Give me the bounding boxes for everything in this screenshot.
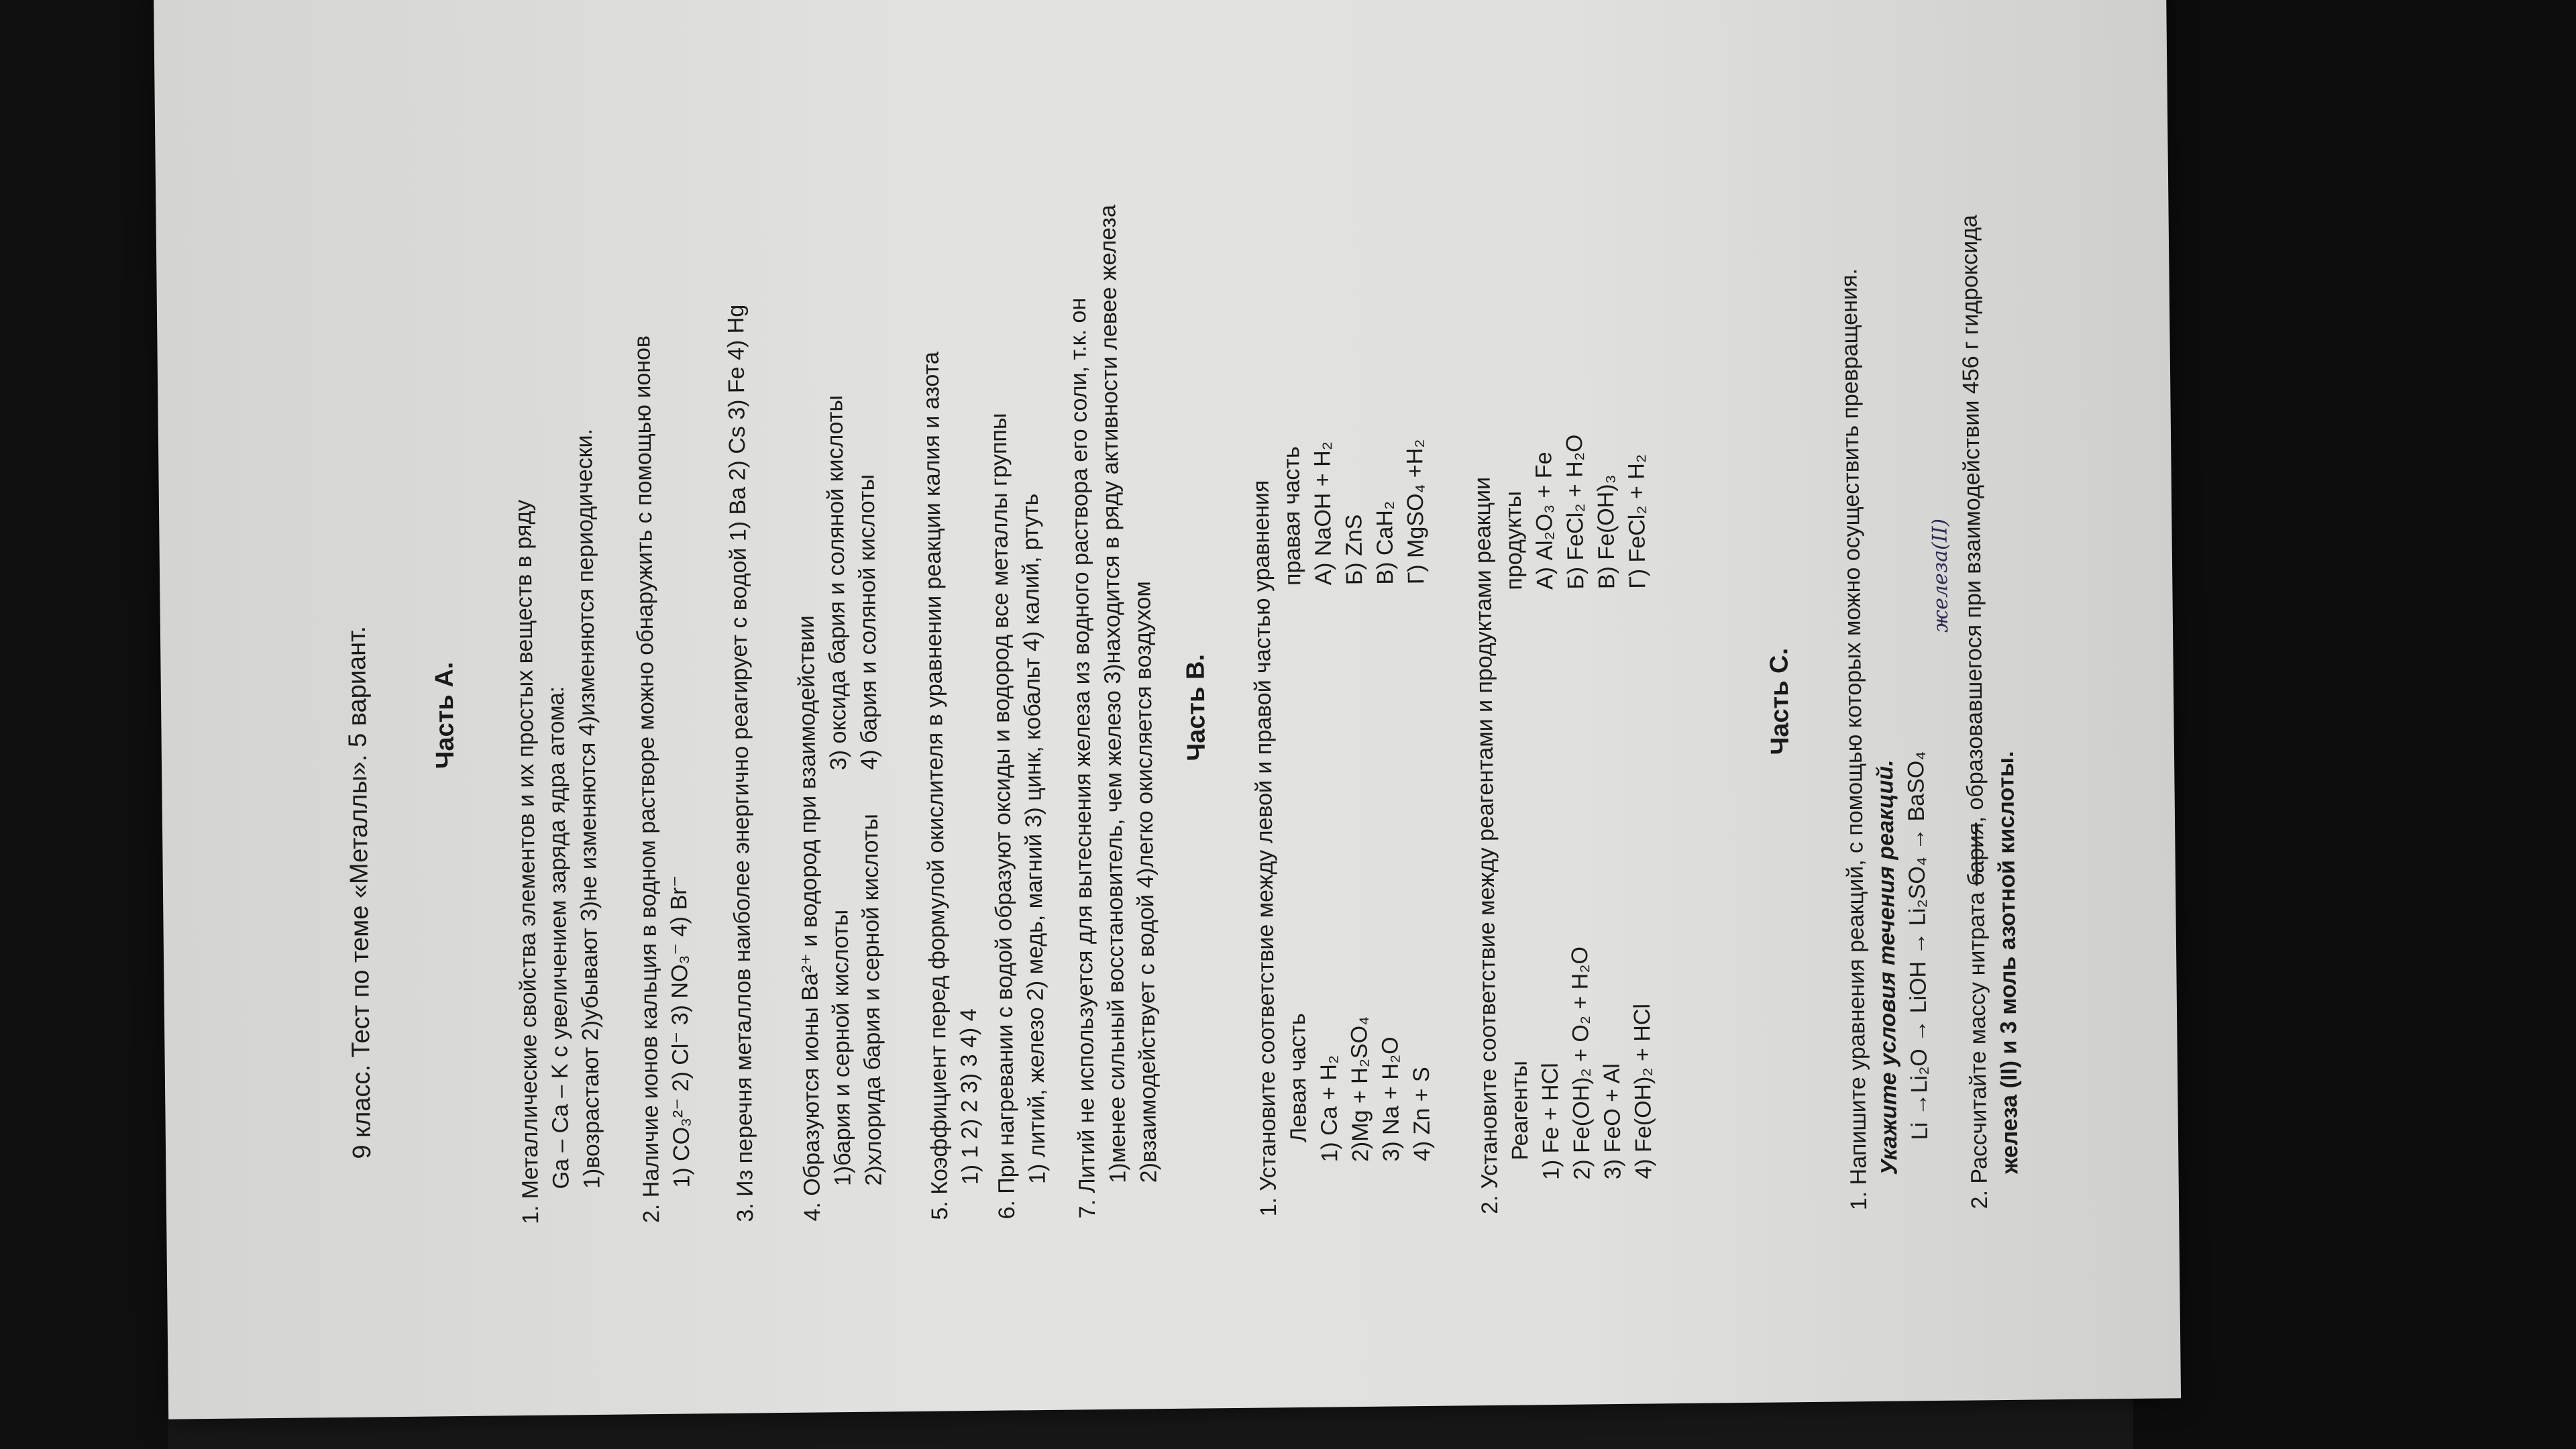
- question-b1-text: 1. Установите соответствие между левой и правой частью уравнения: [1248, 480, 1282, 1217]
- question-b2-table: [1497, 433, 1660, 1180]
- question-b2-right-item: Б) FeCl₂ + H₂O: [1561, 434, 1589, 590]
- question-b2-text: 2. Установите соответствие между реагентами и продуктами реакции: [1469, 476, 1503, 1215]
- question-a7: [1060, 77, 1165, 1218]
- page-title: 9 класс. Тест по теме «Металлы». 5 вариант.: [342, 625, 377, 1159]
- question-a6: [979, 78, 1053, 1220]
- question-b1-right-column: [1276, 439, 1432, 586]
- question-b2-left-header: Реагенты: [1506, 1060, 1534, 1161]
- question-b1-left-item: 2)Mg + H₂SO₄: [1346, 1016, 1374, 1163]
- question-a2-text: 2. Наличие ионов кальция в водном растворе можно обнаружить с помощью ионов: [629, 335, 665, 1224]
- question-a4: [785, 80, 890, 1221]
- question-b2-left-item: 1) Fe + HCl: [1537, 1063, 1564, 1181]
- question-c2-struck-word: бария: [1963, 822, 1990, 886]
- question-b1-right-header: правая часть: [1279, 446, 1306, 586]
- question-c1-text: 1. Напишите уравнения реакций, с помощью которых можно осуществить превращения.: [1836, 268, 1872, 1211]
- question-b1-right-item: А) NaOH + H₂: [1309, 441, 1337, 586]
- question-a7-text: 7. Литий не используется для вытеснения железа из водного раствора его соли, т.к. он: [1065, 297, 1101, 1219]
- part-c-title: Часть С.: [1765, 647, 1794, 755]
- question-b1-left-header: Левая часть: [1284, 1013, 1312, 1143]
- question-a5: [912, 79, 986, 1220]
- question-a4-option-2: 2)хлорида бария и серной кислоты: [857, 813, 887, 1186]
- question-b1-left-item: 3) Na + H₂O: [1377, 1036, 1405, 1162]
- question-b2-right-column: [1497, 433, 1653, 590]
- question-c1-chain: Li →Li₂O → LiOH → Li₂SO₄ → BaSO₄: [1902, 751, 1933, 1140]
- question-a2: [624, 82, 698, 1223]
- test-page: [235, 28, 2100, 1362]
- dark-background-left: [0, 0, 168, 1449]
- question-b1-right-item: В) CaH₂: [1372, 500, 1399, 585]
- handwritten-correction: железа(II): [1928, 518, 1953, 633]
- question-a5-text: 5. Коэффициент перед формулой окислителя в уравнении реакции калия и азота: [918, 352, 953, 1220]
- part-b-title: Часть В.: [1181, 653, 1212, 761]
- question-b1-right-item: Г) MgSO₄ +H₂: [1402, 439, 1430, 585]
- question-a4-option-3: 3) оксида бария и соляной кислоты: [822, 394, 852, 771]
- question-b1-table: [1276, 439, 1438, 1163]
- question-b1-left-column: [1277, 584, 1438, 1163]
- question-b2-right-item: А) Al₂O₃ + Fe: [1531, 451, 1558, 590]
- question-c2-text-end: , образовавшегося при взаимодействии 456 г гидроксида: [1956, 214, 1989, 823]
- question-a7-options-1: 1)менее сильный восстановитель, чем железо 3)находится в ряду активности левее железа: [1095, 205, 1131, 1184]
- question-a2-options: 1) CO₃²⁻ 2) Cl⁻ 3) NO₃⁻ 4) Br⁻: [665, 875, 695, 1188]
- question-a3-text: 3. Из перечня металлов наиболее энергично реагирует с водой 1) Ba 2) Cs 3) Fe 4) Hg: [722, 304, 759, 1222]
- question-a1-options: 1)возрастают 2)убывают 3)не изменяются 4)изменяются периодически.: [571, 428, 605, 1189]
- question-b2-left-column: [1499, 588, 1659, 1180]
- question-c1-conditions: Укажите условия течения реакций.: [1872, 759, 1902, 1175]
- question-b1-left-item: 4) Zn + S: [1408, 1067, 1436, 1162]
- dark-background-right: [2133, 0, 2576, 1449]
- question-c2-text-2: железа (II) и 3 моль азотной кислоты.: [1992, 751, 2023, 1175]
- question-b2-left-item: 4) Fe(OH)₂ + HCl: [1629, 1003, 1657, 1179]
- question-a1: [503, 83, 608, 1224]
- question-c2: [1952, 68, 2026, 1210]
- question-b2-right-item: Г) FeCl₂ + H₂: [1623, 453, 1651, 589]
- question-a5-options: 1) 1 2) 2 3) 3 4) 4: [955, 1008, 983, 1185]
- question-c2-text-start: 2. Рассчитайте массу нитрата: [1964, 885, 1993, 1210]
- question-b1-right-item: Б) ZnS: [1341, 514, 1368, 586]
- question-b2-left-item: 3) FeO + Al: [1599, 1063, 1626, 1180]
- question-b2-left-item: 2) Fe(OH)₂ + O₂ + H₂O: [1566, 946, 1595, 1180]
- question-b2-right-header: продукты: [1500, 490, 1527, 590]
- paper-sheet: [154, 0, 2181, 1419]
- question-a3: [718, 81, 761, 1222]
- part-a-title: Часть А.: [430, 661, 460, 769]
- question-a4-text: 4. Образуются ионы Ba²⁺ и водород при взаимодействии: [793, 615, 826, 1222]
- question-c1: [1831, 69, 1936, 1210]
- question-a1-text: 1. Металлические свойства элементов и их простых веществ в ряду: [510, 499, 544, 1225]
- question-a4-option-1: 1)бария и серной кислоты: [827, 909, 856, 1187]
- question-b1-left-item: 1) Ca + H₂: [1316, 1055, 1343, 1163]
- question-a7-options-2: 2)взаимодействует с водой 4)легко окисляется воздухом: [1130, 581, 1162, 1183]
- question-a6-options: 1) литий, железо 2) медь, магний 3) цинк, кобальт 4) калий, ртуть: [1017, 493, 1051, 1185]
- question-a1-series: Ga – Ca – K с увеличением заряда ядра атома:: [543, 686, 574, 1189]
- question-b2-right-item: В) Fe(OH)₃: [1593, 474, 1620, 590]
- question-a6-text: 6. При нагревании с водой образуют оксиды и водород все металлы группы: [985, 413, 1020, 1220]
- question-a4-option-4: 4) бария и соляной кислоты: [853, 474, 883, 770]
